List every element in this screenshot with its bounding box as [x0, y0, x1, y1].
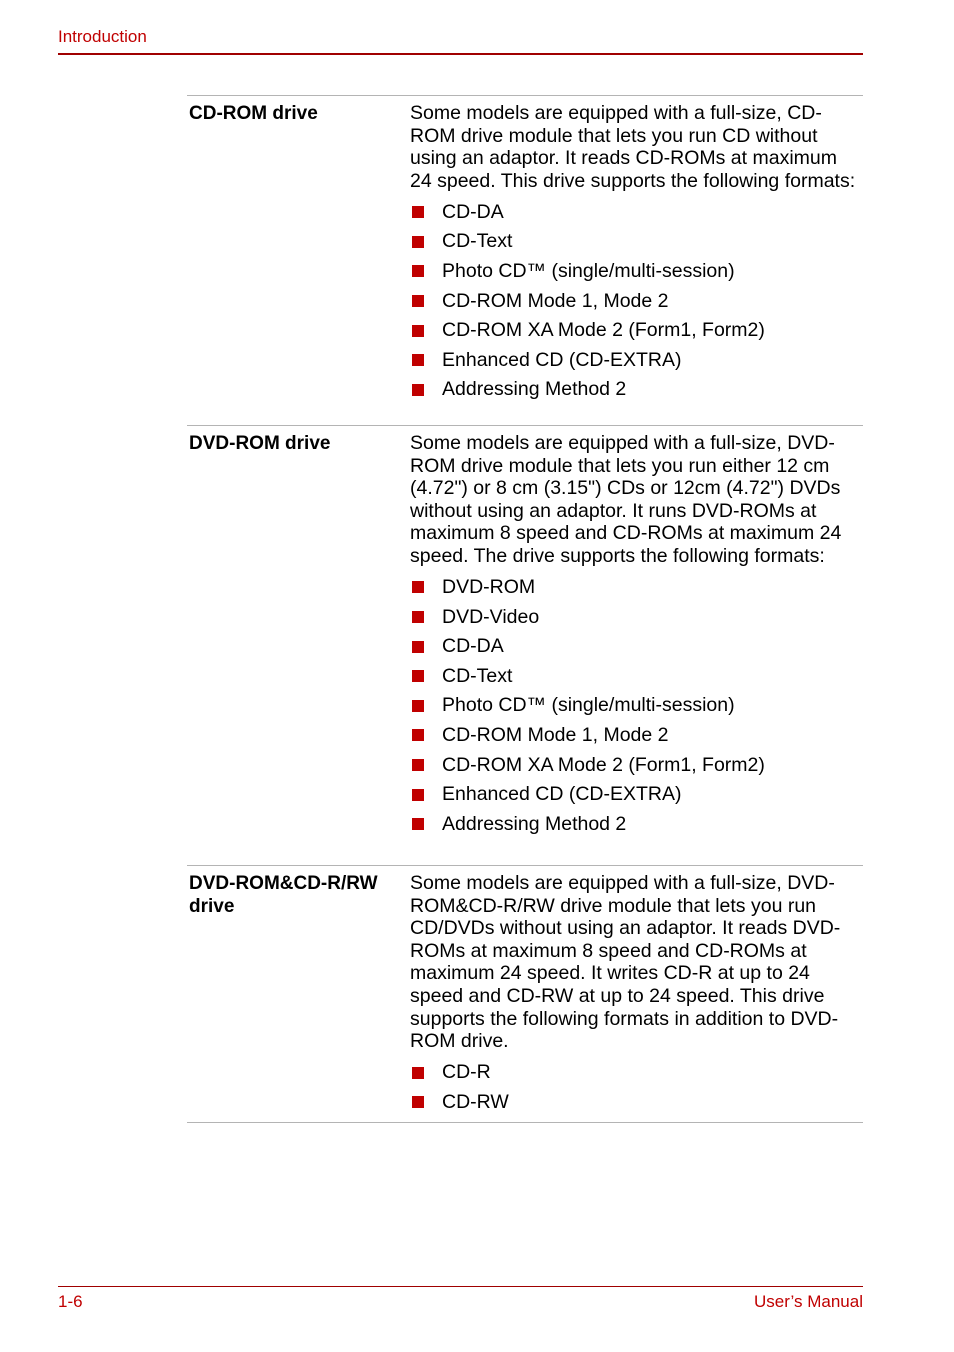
format-label: CD-DA	[442, 635, 504, 658]
header-divider	[58, 53, 863, 55]
list-item	[410, 750, 863, 780]
format-label: Enhanced CD (CD-EXTRA)	[442, 348, 682, 371]
square-bullet-icon	[412, 1067, 424, 1079]
spec-description	[410, 432, 863, 865]
spec-description	[410, 872, 863, 1122]
list-item	[410, 1058, 863, 1088]
list-item	[410, 632, 863, 662]
spec-row-cd-rom	[187, 96, 863, 426]
list-item	[410, 375, 863, 405]
format-list	[410, 197, 863, 404]
format-label: CD-RW	[442, 1090, 509, 1113]
page-number: 1-6	[58, 1292, 83, 1311]
list-item	[410, 573, 863, 603]
format-label: CD-DA	[442, 200, 504, 223]
square-bullet-icon	[412, 236, 424, 248]
spec-description-text: Some models are equipped with a full-size, CD-ROM drive module that lets you run CD without using an adaptor. It reads CD-ROMs at maximum 24 speed. This drive supports the following formats:	[410, 102, 856, 192]
square-bullet-icon	[412, 818, 424, 830]
format-label: CD-Text	[442, 664, 513, 687]
list-item	[410, 809, 863, 839]
spec-description-text: Some models are equipped with a full-size, DVD-ROM drive module that lets you run either 12 cm (4.72") or 8 cm (3.15") CDs or 12cm (4.72") DVDs without using an adaptor. It runs DVD-ROMs at maximum 8 speed and CD-ROMs at maximum 24 speed. The drive supports the following formats:	[410, 432, 842, 567]
square-bullet-icon	[412, 206, 424, 218]
spec-label: DVD-ROM drive	[189, 433, 331, 454]
list-item	[410, 602, 863, 632]
square-bullet-icon	[412, 611, 424, 623]
square-bullet-icon	[412, 295, 424, 307]
format-list	[410, 573, 863, 839]
square-bullet-icon	[412, 729, 424, 741]
square-bullet-icon	[412, 384, 424, 396]
format-label: Photo CD™ (single/multi-session)	[442, 694, 735, 717]
format-label: CD-ROM XA Mode 2 (Form1, Form2)	[442, 319, 765, 342]
spec-description	[410, 102, 863, 425]
format-label: CD-Text	[442, 230, 513, 253]
spec-label: CD-ROM drive	[189, 103, 318, 124]
format-label: CD-R	[442, 1061, 491, 1084]
format-label: DVD-Video	[442, 605, 540, 628]
spec-description-text: Some models are equipped with a full-size, DVD-ROM&CD-R/RW drive module that lets you run CD/DVDs without using an adaptor. It reads DVD-ROMs at maximum 8 speed and CD-ROMs at maximum 24 speed. It writes CD-R at up to 24 speed and CD-RW at up to 24 speed. This drive supports the following formats in addition to DVD-ROM drive.	[410, 872, 841, 1053]
format-label: Addressing Method 2	[442, 378, 627, 401]
list-item	[410, 721, 863, 751]
square-bullet-icon	[412, 325, 424, 337]
format-list	[410, 1058, 863, 1117]
list-item	[410, 691, 863, 721]
list-item	[410, 257, 863, 287]
format-label: Addressing Method 2	[442, 812, 627, 835]
list-item	[410, 345, 863, 375]
square-bullet-icon	[412, 265, 424, 277]
square-bullet-icon	[412, 759, 424, 771]
square-bullet-icon	[412, 789, 424, 801]
list-item	[410, 316, 863, 346]
square-bullet-icon	[412, 670, 424, 682]
spec-row-dvd-rom-cd-rw	[187, 866, 863, 1123]
square-bullet-icon	[412, 1096, 424, 1108]
format-label: CD-ROM Mode 1, Mode 2	[442, 289, 669, 312]
spec-table	[187, 95, 863, 1123]
list-item	[410, 1087, 863, 1117]
format-label: CD-ROM Mode 1, Mode 2	[442, 724, 669, 747]
format-label: DVD-ROM	[442, 576, 536, 599]
spec-row-dvd-rom	[187, 426, 863, 866]
list-item	[410, 661, 863, 691]
manual-title: User’s Manual	[754, 1292, 863, 1311]
format-label: Photo CD™ (single/multi-session)	[442, 260, 735, 283]
section-title: Introduction	[58, 27, 147, 46]
footer-divider	[58, 1286, 863, 1287]
list-item	[410, 780, 863, 810]
format-label: CD-ROM XA Mode 2 (Form1, Form2)	[442, 753, 765, 776]
list-item	[410, 227, 863, 257]
list-item	[410, 197, 863, 227]
list-item	[410, 286, 863, 316]
square-bullet-icon	[412, 354, 424, 366]
square-bullet-icon	[412, 641, 424, 653]
square-bullet-icon	[412, 581, 424, 593]
spec-label: DVD-ROM&CD-R/RW drive	[189, 873, 378, 917]
format-label: Enhanced CD (CD-EXTRA)	[442, 783, 682, 806]
square-bullet-icon	[412, 700, 424, 712]
